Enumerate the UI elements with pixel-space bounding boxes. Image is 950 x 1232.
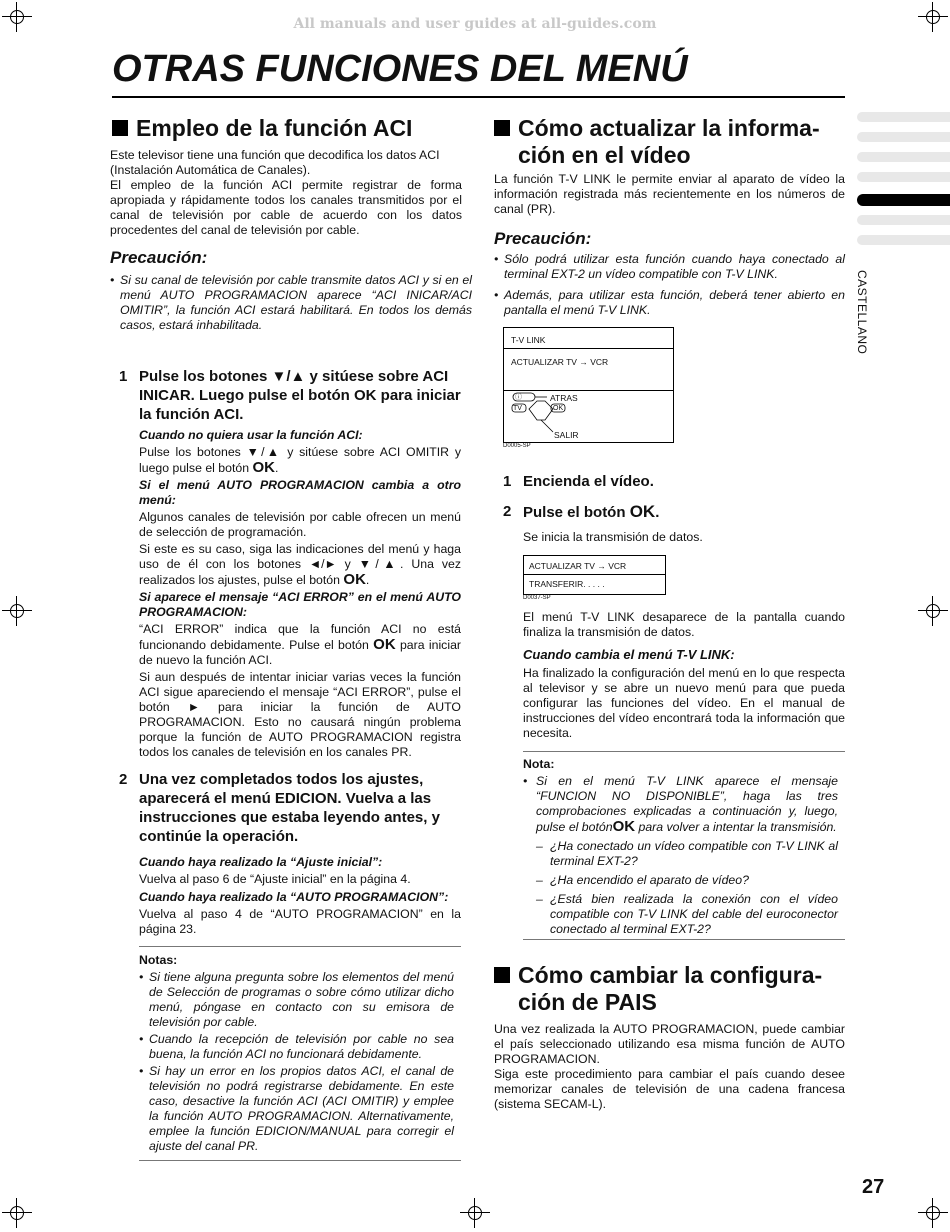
ok-button-icon: OK <box>343 571 366 588</box>
step-number: 2 <box>503 503 512 520</box>
paragraph: Ha finalizado la configuración del menú en lo que respecta al televisor y se abre un nuevo menú para que pueda configurar las funciones del vídeo. En el manual de instrucciones del vídeo encontrará toda la información que necesita. <box>523 666 845 740</box>
ok-button-icon: OK <box>629 502 656 521</box>
ok-button-icon: OK <box>252 459 275 476</box>
menu-exit-label: SALIR <box>554 430 579 440</box>
watermark: All manuals and user guides at all-guides.com <box>293 16 657 32</box>
heading-square-icon <box>494 120 510 136</box>
note-item: • Cuando la recepción de televisión por cable no sea buena, la función ACI no funcionará debidamente. <box>139 1032 454 1062</box>
text: para volver a intentar la transmisión. <box>638 820 837 834</box>
paragraph: Algunos canales de televisión por cable ofrecen un menú de selección de programación. <box>139 510 461 539</box>
section-tab <box>857 112 950 122</box>
section-tab <box>857 172 950 182</box>
note-top-rule <box>523 751 845 752</box>
transfer-menu-screen <box>523 555 666 595</box>
step-text: Pulse el botón <box>523 504 626 521</box>
paragraph: Si este es su caso, siga las indicaciones del menú y haga uso de él con los botones ◄/► y ▼/▲. Una vez realizados los ajustes, pulse el botón OK. <box>139 542 461 588</box>
notes-top-rule <box>139 946 461 947</box>
intro-paragraph: El empleo de la función ACI permite registrar de forma apropiada y rápidamente todos los canales transmitidos por el canal de televisión por cable de acuerdo con los datos procedentes del canal de televisión por cable. <box>110 178 462 237</box>
step-number: 1 <box>119 368 128 385</box>
note-item: • Si hay un error en los propios datos ACI, el canal de televisión no podrá registrarse debidamente. En este caso, desactive la función ACI (ACI OMITIR) y emplee la función AUTO PROGRAMACION. Alternativamente, emplee la función EDICION/MANUAL para corregir el ajuste del canal PR. <box>139 1064 454 1154</box>
language-label: CASTELLANO <box>855 270 869 355</box>
menu-title: T-V LINK <box>511 335 546 345</box>
section-heading-aci <box>112 115 467 142</box>
figure-code: D0005-SP <box>503 443 531 449</box>
step-1-details <box>139 428 461 760</box>
paragraph: Si aun después de intentar iniciar varias veces la función ACI sigue apareciendo el mensaje “ACI ERROR”, pulse el botón ► para iniciar la función de AUTO PROGRAMACION. Esto no causará ningún problema porque la función de AUTO PROGRAMACION registra todos los canales de televisión en los canales PR. <box>139 670 461 759</box>
subheading: Cuando cambia el menú T-V LINK: <box>523 647 735 662</box>
heading-text: Cómo cambiar la configura- <box>518 962 823 988</box>
precaution-item: • Sólo podrá utilizar esta función cuando haya conectado al terminal EXT-2 un vídeo compatible con T-V LINK. <box>494 252 845 282</box>
aci-intro <box>110 148 462 238</box>
paragraph: Vuelva al paso 4 de “AUTO PROGRAMACION” en la página 23. <box>139 907 461 936</box>
menu-row: ACTUALIZAR TV → VCR <box>529 561 627 571</box>
heading-text: Empleo de la función ACI <box>136 115 413 141</box>
step-2-details <box>139 855 461 937</box>
step-text: para iniciar la función ACI. <box>139 387 461 423</box>
menu-back-label: ATRAS <box>550 393 578 403</box>
ok-button-icon: OK <box>612 818 636 835</box>
page-title: OTRAS FUNCIONES DEL MENÚ <box>112 48 688 90</box>
note-item: • Si tiene alguna pregunta sobre los elementos del menú de Selección de programas o sobre cómo utilizar dicho menú, póngase en contacto con su emisora de televisión por cable. <box>139 970 454 1030</box>
text: Pulse los botones ▼/▲ y sitúese sobre ACI OMITIR y luego pulse el botón <box>139 445 461 475</box>
notes-bottom-rule <box>139 1160 461 1161</box>
divider <box>504 348 673 349</box>
info-button-icon: ⓘ <box>515 394 522 401</box>
check-item: – ¿Ha conectado un vídeo compatible con T-V LINK al terminal EXT-2? <box>536 839 838 869</box>
note-bottom-rule <box>523 939 845 940</box>
section-tab-active <box>857 194 950 206</box>
section-heading-tvlink <box>494 115 849 169</box>
crop-mark <box>2 1198 32 1228</box>
ok-button-icon: OK <box>373 636 396 653</box>
crop-mark <box>460 1198 490 1228</box>
subheading: Si el menú AUTO PROGRAMACION cambia a otro menú: <box>139 478 461 507</box>
text: Si en el menú T-V LINK aparece el mensaje “FUNCION NO DISPONIBLE”, haga las tres comprobaciones explicadas a continuación y, luego, pulse el botón <box>536 774 838 834</box>
crop-mark <box>2 596 32 626</box>
heading-text: Cómo actualizar la informa- <box>518 115 820 141</box>
step-text: Pulse los botones ▼/▲ y sitúese sobre ACI INICAR. Luego pulse el botón <box>139 368 449 404</box>
paragraph: Una vez realizada la AUTO PROGRAMACION, puede cambiar el país seleccionado utilizando esa misma función de AUTO PROGRAMACION. <box>494 1022 845 1066</box>
subheading: Si aparece el mensaje “ACI ERROR” en el menú AUTO PROGRAMACION: <box>139 590 461 619</box>
precaution-title: Precaución: <box>110 248 208 267</box>
divider <box>504 390 673 391</box>
heading-square-icon <box>112 120 128 136</box>
notes-block <box>139 953 454 1154</box>
paragraph: Pulse los botones ▼/▲ y sitúese sobre ACI OMITIR y luego pulse el botón OK. <box>139 445 461 476</box>
pais-intro <box>494 1022 845 1112</box>
step-number: 1 <box>503 473 512 490</box>
subheading: Cuando haya realizado la “AUTO PROGRAMACION”: <box>139 890 449 904</box>
ok-button-icon: OK <box>553 405 564 412</box>
page-number: 27 <box>862 1176 885 1198</box>
step-text: Encienda el vídeo. <box>523 473 654 490</box>
after-text: El menú T-V LINK desaparece de la pantalla cuando finaliza la transmisión de datos. <box>523 610 845 639</box>
text: Si este es su caso, siga las indicaciones del menú y haga uso de él con los botones ◄/► y ▼/▲. Una vez realizados los ajustes, pulse el botón <box>139 542 461 587</box>
note-title: Nota: <box>523 757 555 771</box>
ok-button-icon: OK <box>354 387 377 404</box>
heading-text: ción en el vídeo <box>518 142 691 168</box>
step-1 <box>119 367 461 424</box>
precaution-text: • Si su canal de televisión por cable transmite datos ACI y si en el menú AUTO PROGRAMACION aparece “ACI INICAR/ACI OMITIR”, la función ACI estará habilitará. En todos los demás casos, estará inhabilitada. <box>110 273 472 333</box>
section-tab <box>857 235 950 245</box>
step-2 <box>119 770 461 846</box>
title-rule <box>112 96 845 98</box>
precaution-item: • Además, para utilizar esta función, deberá tener abierto en pantalla el menú T-V LINK. <box>494 288 845 318</box>
crop-mark <box>918 596 948 626</box>
tvlink-intro: La función T-V LINK le permite enviar al aparato de vídeo la información registrada más recientemente en los números de canal (PR). <box>494 172 845 216</box>
paragraph: Siga este procedimiento para cambiar el país cuando desee memorizar canales de televisión de una cadena francesa (sistema SECAM-L). <box>494 1067 845 1111</box>
step-1-right <box>503 472 654 491</box>
menu-row: TRANSFERIR. . . . . <box>529 579 605 589</box>
step-text: Una vez completados todos los ajustes, aparecerá el menú EDICION. Vuelva a las instrucciones que estaba leyendo antes, y continúe la operación. <box>139 771 440 845</box>
precaution-title: Precaución: <box>494 229 592 248</box>
subheading: Cuando haya realizado la “Ajuste inicial”: <box>139 855 383 869</box>
step-2-desc: Se inicia la transmisión de datos. <box>523 530 703 544</box>
tvlink-menu-screen <box>503 327 674 443</box>
heading-square-icon <box>494 967 510 983</box>
heading-text: ción de PAIS <box>518 989 657 1015</box>
tv-button-icon: TV <box>513 405 522 412</box>
note-item <box>523 774 838 835</box>
check-item: – ¿Está bien realizada la conexión con el vídeo compatible con T-V LINK del cable del euroconector conectado al terminal EXT-2? <box>536 892 838 937</box>
section-tab <box>857 152 950 162</box>
figure-code: D0037-SP <box>523 595 551 601</box>
check-item: – ¿Ha encendido el aparato de vídeo? <box>536 873 838 888</box>
precaution-list <box>494 252 845 318</box>
menu-row: ACTUALIZAR TV → VCR <box>511 357 609 367</box>
text: “ACI ERROR” indica que la función ACI no está funcionando debidamente. Pulse el botón <box>139 622 461 652</box>
crop-mark <box>918 1198 948 1228</box>
step-2-right: 2 Pulse el botón OK. <box>503 502 660 521</box>
section-heading-pais <box>494 962 849 1016</box>
notes-title: Notas: <box>139 953 178 967</box>
intro-line: Este televisor tiene una función que decodifica los datos ACI (Instalación Automática de Canales). <box>110 148 440 177</box>
divider <box>524 574 665 575</box>
text: para iniciar de nuevo la función ACI. <box>139 638 461 667</box>
step-number: 2 <box>119 771 128 788</box>
note-block <box>523 757 838 937</box>
section-tab <box>857 215 950 225</box>
section-tab <box>857 132 950 142</box>
paragraph <box>139 622 461 668</box>
subheading: Cuando no quiera usar la función ACI: <box>139 428 363 442</box>
paragraph: Vuelva al paso 6 de “Ajuste inicial” en la página 4. <box>139 872 411 886</box>
